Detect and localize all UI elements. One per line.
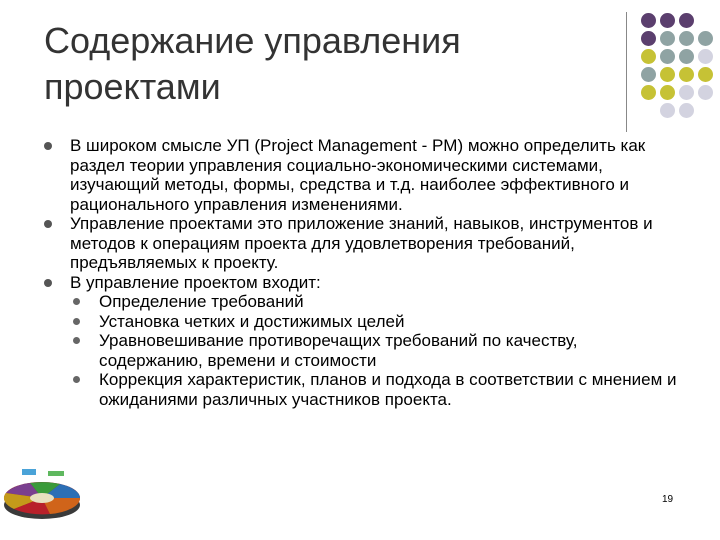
bullet-dot-icon (73, 376, 80, 383)
bullet-text: В широком смысле УП (Project Management - PM) можно определить как раздел теории управления социально-экономическими системами, изучающий методы, формы, средства и т.д. наиболее эффективного и рационального управления изменениями. (70, 136, 646, 214)
bullet-dot-icon (44, 220, 52, 228)
dot (698, 85, 713, 100)
sub-bullet-item (44, 370, 684, 409)
dot (641, 13, 656, 28)
sub-bullet-text: Уравновешивание противоречащих требований по качеству, содержанию, времени и стоимости (99, 331, 578, 370)
title-divider (626, 12, 627, 132)
bullet-text: В управление проектом входит: (70, 272, 321, 292)
bullet-text: Управление проектами это приложение знаний, навыков, инструментов и методов к операциям проекта для удовлетворения требований, предъявляемых к проекту. (70, 214, 653, 272)
bullet-item (44, 136, 684, 214)
dot (660, 67, 675, 82)
bullet-item (44, 214, 684, 273)
dot (660, 103, 675, 118)
bullet-dot-icon (44, 142, 52, 150)
dot (679, 85, 694, 100)
slide-content (44, 136, 684, 409)
dot (698, 49, 713, 64)
sub-bullet-item (44, 312, 684, 332)
dot (679, 13, 694, 28)
dot (698, 31, 713, 46)
dot (660, 31, 675, 46)
bullet-dot-icon (44, 279, 52, 287)
sub-bullet-text: Установка четких и достижимых целей (99, 311, 405, 331)
dot (641, 49, 656, 64)
dot (679, 67, 694, 82)
dot (660, 13, 675, 28)
project-cycle-disc-image (0, 465, 84, 523)
bullet-item (44, 273, 684, 293)
page-number: 19 (662, 494, 674, 505)
sub-bullet-item (44, 292, 684, 312)
slide-title: Содержание управления проектами (44, 20, 461, 107)
dot (679, 49, 694, 64)
dot (660, 85, 675, 100)
dot (698, 67, 713, 82)
sub-bullet-text: Определение требований (99, 292, 304, 311)
sub-bullet-text: Коррекция характеристик, планов и подхода в соответствии с мнением и ожиданиями различных участников проекта. (99, 370, 677, 409)
bullet-dot-icon (73, 337, 80, 344)
bullet-dot-icon (73, 298, 80, 305)
dot (641, 31, 656, 46)
dot (641, 85, 656, 100)
dot (679, 31, 694, 46)
dot (660, 49, 675, 64)
decorative-dot-grid (641, 13, 720, 123)
dot (679, 103, 694, 118)
bullet-dot-icon (73, 318, 80, 325)
sub-bullet-item (44, 331, 684, 370)
dot (641, 67, 656, 82)
